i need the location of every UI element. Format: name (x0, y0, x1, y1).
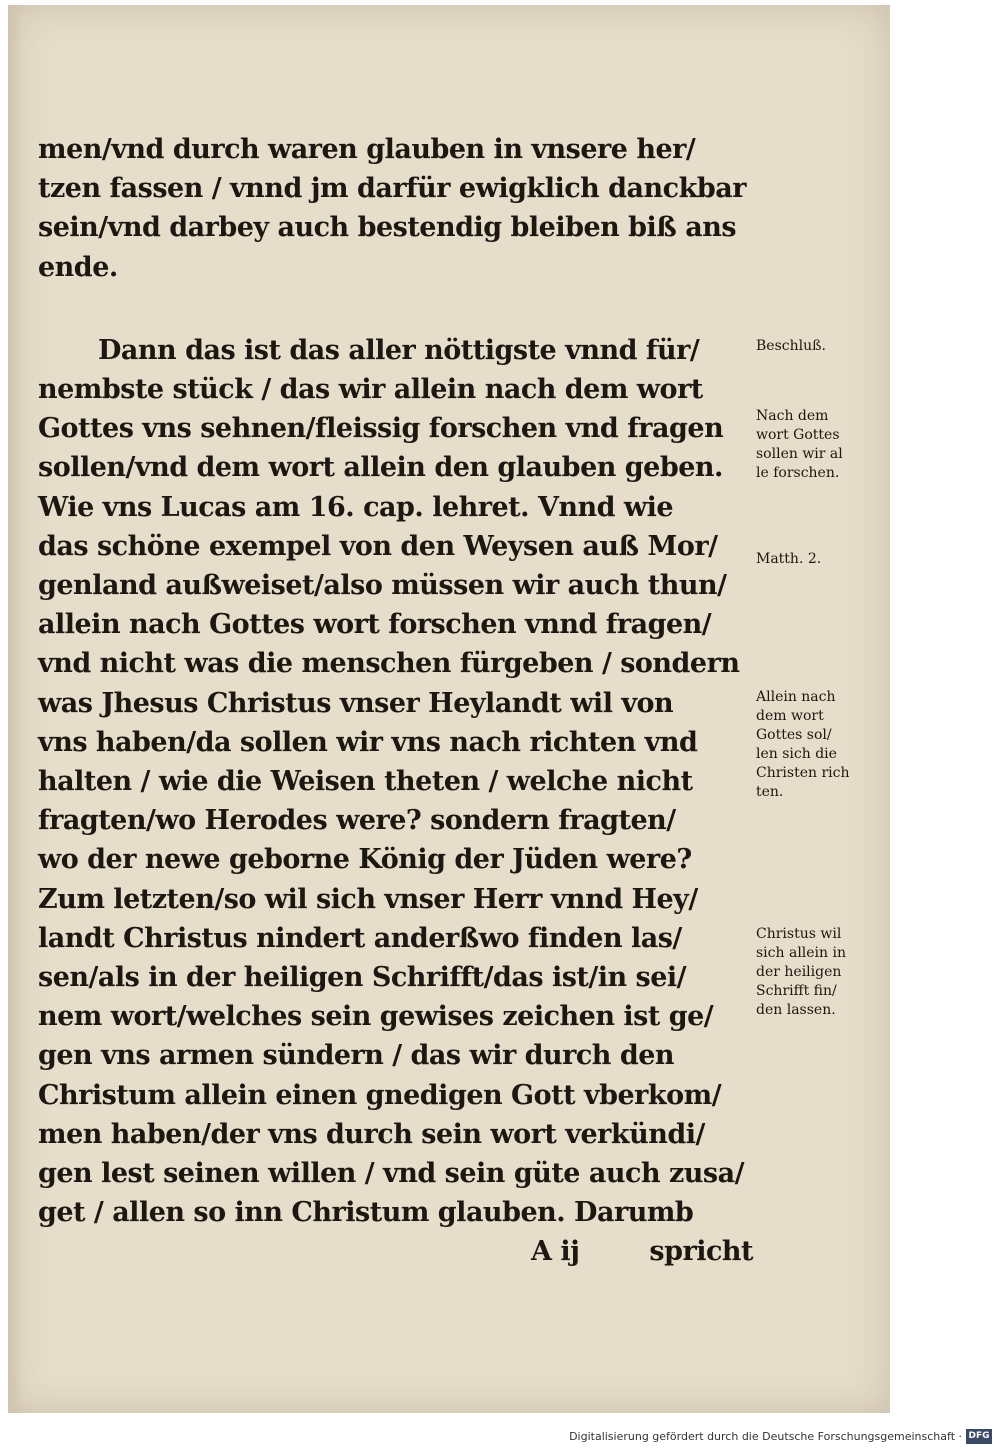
text-line: sen/als in der heiligen Schrifft/das ist/in sei/ (38, 962, 687, 994)
text-line: Christum allein einen gnedigen Gott vberkom/ (38, 1079, 722, 1111)
margin-note-line: Allein nach (756, 689, 836, 705)
margin-note-line: Beschluß. (756, 338, 826, 354)
margin-note-line: dem wort (756, 708, 824, 724)
margin-note-line: den lassen. (756, 1002, 836, 1018)
margin-note-line: Schrifft fin/ (756, 983, 837, 999)
signature-catchword-line (38, 1232, 753, 1271)
margin-note-christus-will (756, 925, 886, 1020)
text-line: was Jhesus Christus vnser Heylandt wil von (38, 687, 674, 719)
main-text-block (38, 130, 753, 1272)
margin-note-line: len sich die (756, 746, 837, 762)
text-line: fragten/wo Herodes were? sondern fragten/ (38, 805, 676, 837)
book-page (8, 5, 890, 1413)
text-line: vns haben/da sollen wir vns nach richten vnd (38, 726, 698, 758)
margin-note-matth (756, 550, 886, 569)
margin-note-line: wort Gottes (756, 427, 840, 443)
footer-bar (0, 1425, 1000, 1449)
text-line: men/vnd durch waren glauben in vnsere her/ (38, 134, 696, 165)
text-line: allein nach Gottes wort forschen vnnd fragen/ (38, 609, 712, 641)
text-line: men haben/der vns durch sein wort verkündi/ (38, 1118, 705, 1150)
margin-note-line: Nach dem (756, 408, 829, 424)
text-line: nembste stück / das wir allein nach dem wort (38, 374, 703, 406)
text-line: gen vns armen sündern / das wir durch den (38, 1040, 675, 1072)
text-line: wo der newe geborne König der Jüden were? (38, 844, 692, 876)
margin-note-line: Matth. 2. (756, 551, 822, 567)
text-line: ende. (38, 251, 118, 283)
margin-note-allein-nach (756, 688, 886, 802)
text-line: Gottes vns sehnen/fleissig forschen vnd fragen (38, 413, 724, 445)
text-line: vnd nicht was die menschen fürgeben / sondern (38, 648, 740, 680)
text-line: get / allen so inn Christum glauben. Darumb (38, 1197, 694, 1229)
signature-mark: A ij (531, 1236, 580, 1268)
text-line: sein/vnd darbey auch bestendig bleiben biß ans (38, 212, 737, 244)
text-line: landt Christus nindert anderßwo finden las/ (38, 922, 682, 954)
margin-note-line: Christus wil (756, 926, 842, 942)
text-line: gen lest seinen willen / vnd sein güte auch zusa/ (38, 1158, 744, 1190)
text-line: Zum letzten/so wil sich vnser Herr vnnd Hey/ (38, 883, 698, 915)
margin-note-line: ten. (756, 784, 784, 800)
margin-note-line: sollen wir al (756, 446, 843, 462)
dfg-logo-icon: DFG (966, 1429, 992, 1444)
text-line: tzen fassen / vnnd jm darfür ewigklich danckbar (38, 173, 746, 205)
text-line: genland außweiset/also müssen wir auch thun/ (38, 570, 727, 602)
funding-credit: Digitalisierung gefördert durch die Deutsche Forschungsgemeinschaft · (569, 1430, 962, 1443)
margin-note-line: sich allein in (756, 945, 846, 961)
catchword: spricht (649, 1236, 753, 1268)
text-line: nem wort/welches sein gewises zeichen ist ge/ (38, 1001, 714, 1033)
text-line: halten / wie die Weisen theten / welche nicht (38, 766, 693, 798)
margin-note-beschluss (756, 337, 886, 356)
margin-note-line: Christen rich (756, 765, 850, 781)
text-line: Wie vns Lucas am 16. cap. lehret. Vnnd wie (38, 491, 674, 523)
text-line: das schöne exempel von den Weysen auß Mor/ (38, 530, 718, 562)
text-line: Dann das ist das aller nöttigste vnnd für/ (98, 334, 700, 366)
text-line: sollen/vnd dem wort allein den glauben geben. (38, 452, 723, 484)
margin-note-nach-dem-wort (756, 407, 886, 483)
margin-note-line: Gottes sol/ (756, 727, 832, 743)
margin-note-line: der heiligen (756, 964, 842, 980)
margin-note-line: le forschen. (756, 465, 840, 481)
